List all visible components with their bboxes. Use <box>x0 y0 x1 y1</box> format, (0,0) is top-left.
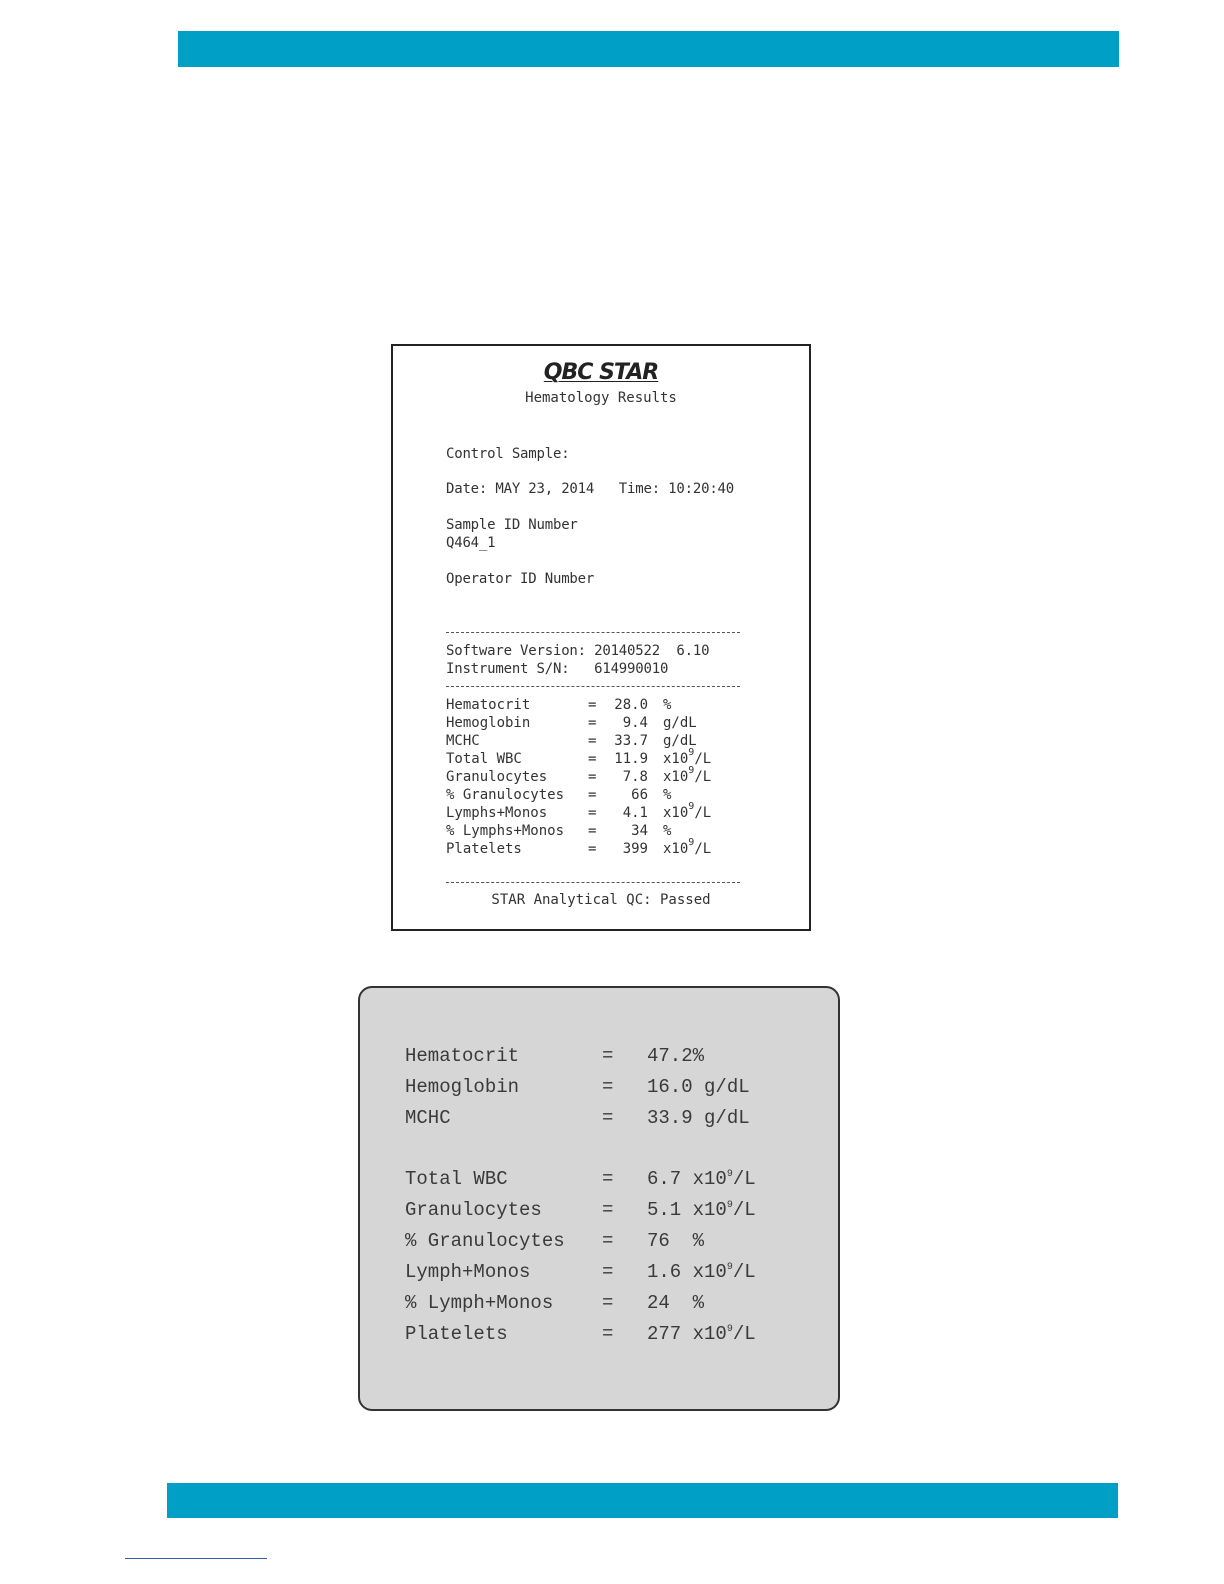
footnote-rule <box>125 1558 267 1559</box>
equals-sign: = <box>602 1261 614 1283</box>
result-unit: $x10^9/L$ <box>663 837 712 857</box>
panel-result-name: Lymph+Monos <box>405 1261 531 1283</box>
panel-result-name: Hemoglobin <box>405 1076 520 1098</box>
panel-result-name: Granulocytes <box>405 1199 542 1221</box>
panel-result-value: 16.0 g/dL <box>647 1076 750 1098</box>
equals-sign: = <box>588 805 597 821</box>
result-value: 7.8 <box>622 769 648 785</box>
equals-sign: = <box>588 697 597 713</box>
result-unit: $x10^9/L$ <box>663 765 712 785</box>
result-unit: % <box>663 697 672 713</box>
result-unit: % <box>663 787 672 803</box>
panel-result-value: 76 % <box>647 1230 705 1252</box>
panel-result-value: 6.7 $x10^9/L$ <box>647 1168 756 1190</box>
equals-sign: = <box>602 1230 614 1252</box>
panel-result-name: Hematocrit <box>405 1045 520 1067</box>
operator-id-label: Operator ID Number <box>446 571 595 587</box>
panel-result-value: 24 % <box>647 1292 705 1314</box>
result-name: % Lymphs+Monos <box>446 823 565 839</box>
printed-results-receipt <box>391 344 811 931</box>
equals-sign: = <box>602 1076 614 1098</box>
divider <box>446 632 740 633</box>
equals-sign: = <box>602 1199 614 1221</box>
equals-sign: = <box>588 751 597 767</box>
equals-sign: = <box>602 1323 614 1345</box>
panel-result-name: Platelets <box>405 1323 508 1345</box>
sample-id-label: Sample ID Number <box>446 517 578 533</box>
result-value: 399 <box>622 841 648 857</box>
equals-sign: = <box>602 1292 614 1314</box>
panel-result-name: % Lymph+Monos <box>405 1292 554 1314</box>
header-bar <box>178 31 1119 67</box>
sample-id-value: Q464_1 <box>446 535 496 551</box>
receipt-title: Hematology Results <box>525 390 677 406</box>
result-unit: % <box>663 823 672 839</box>
equals-sign: = <box>588 733 597 749</box>
panel-result-name: Total WBC <box>405 1168 508 1190</box>
result-value: 11.9 <box>614 751 648 767</box>
result-value: 66 <box>631 787 648 803</box>
result-name: Lymphs+Monos <box>446 805 548 821</box>
equals-sign: = <box>588 715 597 731</box>
result-unit: $x10^9/L$ <box>663 801 712 821</box>
result-name: Hematocrit <box>446 697 531 713</box>
result-value: 28.0 <box>614 697 648 713</box>
result-name: Granulocytes <box>446 769 548 785</box>
result-name: MCHC <box>446 733 480 749</box>
divider <box>446 882 740 883</box>
qc-status: STAR Analytical QC: Passed <box>491 892 711 908</box>
equals-sign: = <box>602 1168 614 1190</box>
panel-result-name: MCHC <box>405 1107 451 1129</box>
software-version: Software Version: 20140522 6.10 <box>446 643 710 659</box>
footer-bar <box>167 1483 1118 1518</box>
result-value: 9.4 <box>622 715 648 731</box>
qbc-star-logo: QBC STAR <box>543 360 659 385</box>
result-unit: g/dL <box>663 715 697 731</box>
result-unit: $x10^9/L$ <box>663 747 712 767</box>
equals-sign: = <box>588 769 597 785</box>
panel-result-value: 5.1 $x10^9/L$ <box>647 1199 756 1221</box>
result-value: 4.1 <box>622 805 648 821</box>
equals-sign: = <box>588 841 597 857</box>
result-name: Platelets <box>446 841 522 857</box>
equals-sign: = <box>602 1045 614 1067</box>
result-name: % Granulocytes <box>446 787 565 803</box>
equals-sign: = <box>588 787 597 803</box>
panel-result-value: 33.9 g/dL <box>647 1107 750 1129</box>
result-name: Hemoglobin <box>446 715 531 731</box>
panel-result-value: 47.2% <box>647 1045 705 1067</box>
result-value: 34 <box>631 823 648 839</box>
divider <box>446 686 740 687</box>
display-results-panel <box>358 986 840 1411</box>
equals-sign: = <box>602 1107 614 1129</box>
date-time: Date: MAY 23, 2014 Time: 10:20:40 <box>446 481 735 497</box>
result-name: Total WBC <box>446 751 522 767</box>
result-unit: g/dL <box>663 733 697 749</box>
panel-result-value: 277 $x10^9/L$ <box>647 1323 756 1345</box>
equals-sign: = <box>588 823 597 839</box>
control-sample-label: Control Sample: <box>446 446 570 462</box>
instrument-serial: Instrument S/N: 614990010 <box>446 661 669 677</box>
panel-result-name: % Granulocytes <box>405 1230 565 1252</box>
panel-result-value: 1.6 $x10^9/L$ <box>647 1261 756 1283</box>
result-value: 33.7 <box>614 733 648 749</box>
